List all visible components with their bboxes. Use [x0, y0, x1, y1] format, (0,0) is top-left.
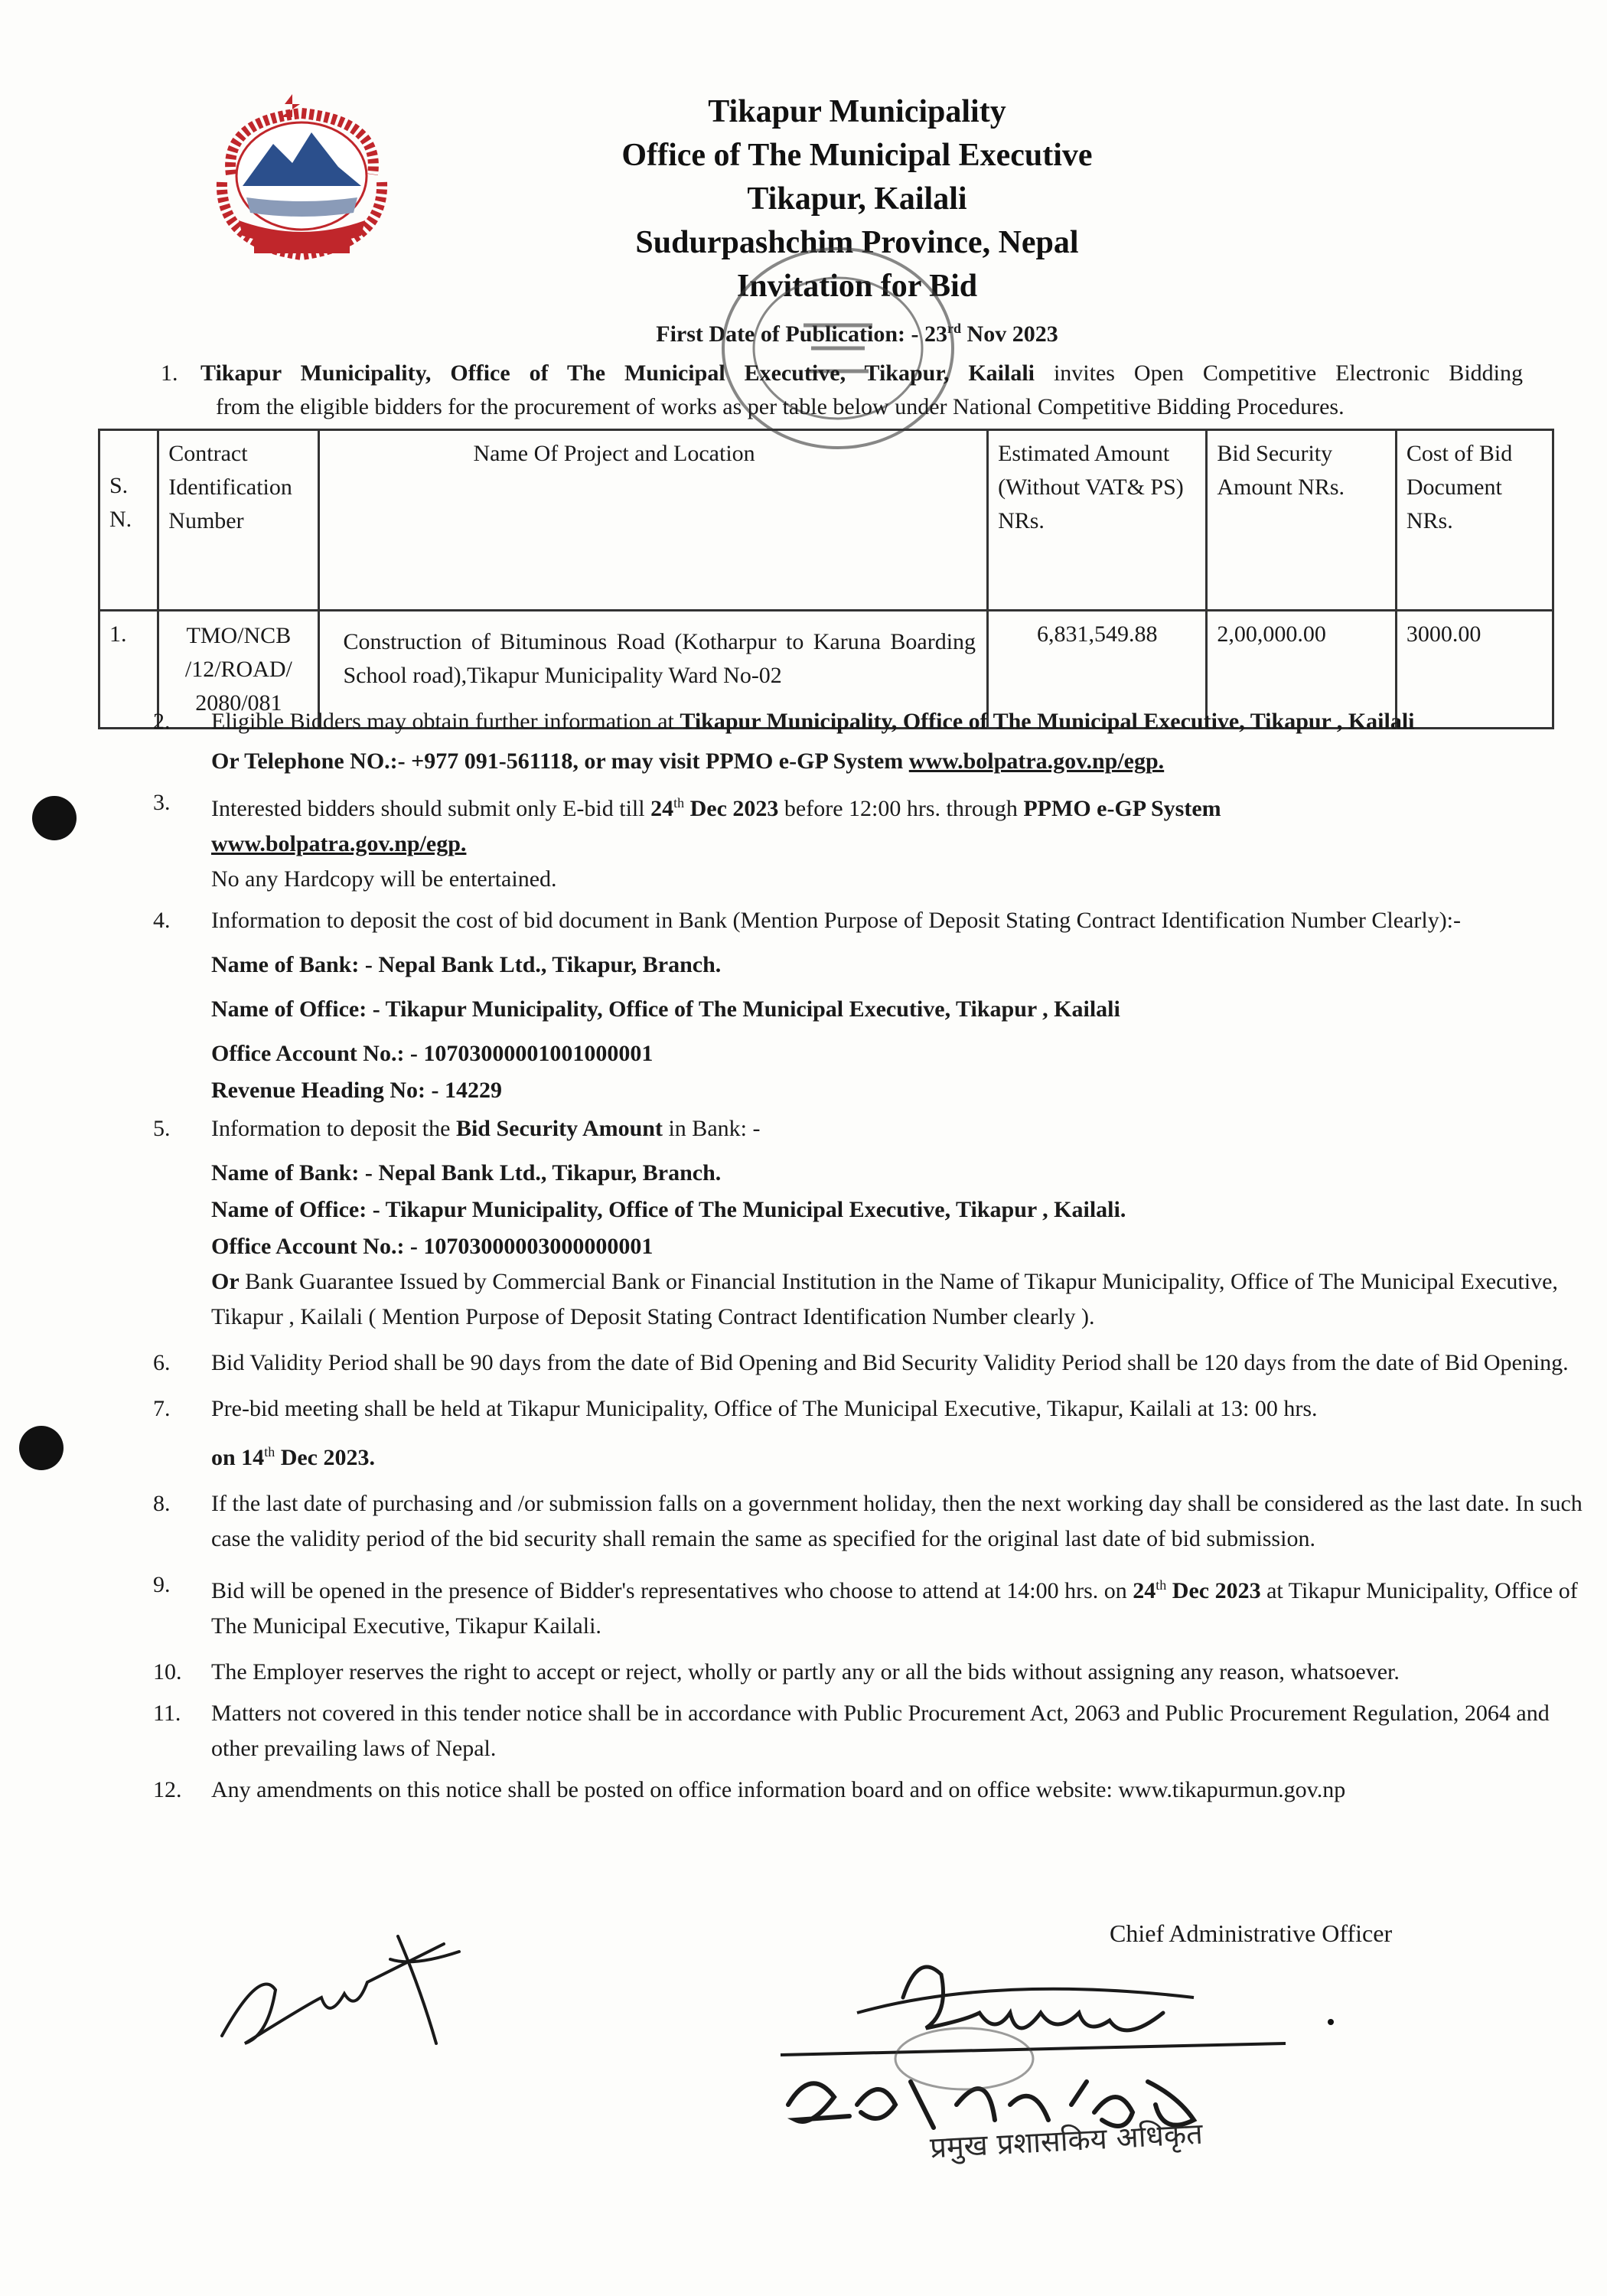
intro-line-1: Tikapur Municipality, Office of The Municipal Executive, Tikapur, Kailali invites Open Competitive Electronic Bidding: [200, 360, 1523, 386]
signatory-title: Chief Administrative Officer: [1110, 1919, 1393, 1947]
publication-date: First Date of Publication: - 23rd Nov 2023: [656, 321, 1058, 347]
item-9: 9. Bid will be opened in the presence of Bidder's representatives who choose to attend at 14:00 hrs. on 24th Dec 2023 at Tikapur Municipality, Office of The Municipal Executive, Tikapur Kailali.: [153, 1572, 1578, 1639]
header-project: Name Of Project and Location: [319, 430, 988, 611]
cell-amount: 6,831,549.88: [988, 611, 1207, 729]
item-4: 4. Information to deposit the cost of bid document in Bank (Mention Purpose of Deposit Stating Contract Identification Number Clearly):-: [153, 908, 1462, 933]
revenue-heading: Revenue Heading No: - 14229: [211, 1078, 502, 1103]
bank-guarantee-note: Or Bank Guarantee Issued by Commercial Bank or Financial Institution in the Name of Tikapur Municipality, Office of The Municipal Executive, Tikapur , Kailali ( Mention Purpose of Deposit Stating Contract Identification Number clearly ).: [211, 1269, 1558, 1329]
item-10: 10. The Employer reserves the right to accept or reject, wholly or partly any or all the bids without assigning any reason, whatsoever.: [153, 1659, 1400, 1684]
item-2: 2. Eligible Bidders may obtain further information at Tikapur Municipality, Office of The Municipal Executive, Tikapur , Kailali Or Telephone NO.:- +977 091-561118, or may visit PPMO e-GP System www.bolpatra.gov.np/egp.: [153, 709, 1415, 774]
notice-items: [153, 704, 1592, 1814]
cell-security: 2,00,000.00: [1207, 611, 1397, 729]
notice-title: Invitation for Bid: [736, 269, 978, 304]
bid-table-header: [99, 430, 1553, 611]
header-security: Bid Security Amount NRs.: [1207, 430, 1397, 611]
cao-signature: [765, 1929, 1301, 2250]
cost-account-no: Office Account No.: - 10703000001001000001: [211, 1041, 654, 1066]
cost-bank-name: Name of Bank: - Nepal Bank Ltd., Tikapur, Branch.: [211, 952, 722, 977]
intro-paragraph: [161, 357, 1523, 424]
signature-dot: [1328, 2019, 1334, 2025]
header-sn: S. N.: [99, 430, 158, 611]
municipality-name: Tikapur Municipality: [708, 94, 1006, 129]
nepal-emblem-logo: [208, 90, 396, 266]
item-7: 7. Pre-bid meeting shall be held at Tikapur Municipality, Office of The Municipal Executive, Tikapur, Kailali at 13: 00 hrs. on 14th Dec 2023.: [153, 1396, 1318, 1470]
egp-link-2[interactable]: www.bolpatra.gov.np/egp.: [211, 831, 467, 856]
cell-cin: TMO/NCB /12/ROAD/ 2080/081: [158, 611, 319, 729]
left-signature: [214, 1921, 474, 2059]
cell-cost: 3000.00: [1396, 611, 1553, 729]
header-cost: Cost of Bid Document NRs.: [1396, 430, 1553, 611]
intro-line-2: from the eligible bidders for the procurement of works as per table below under National Competitive Bidding Procedures.: [216, 394, 1345, 419]
security-bank-name: Name of Bank: - Nepal Bank Ltd., Tikapur, Branch.: [211, 1160, 722, 1186]
punch-hole-bottom: [19, 1426, 64, 1470]
office-location: Tikapur, Kailali: [747, 181, 967, 217]
province-name: Sudurpashchim Province, Nepal: [635, 225, 1079, 260]
punch-hole-top: [32, 796, 77, 840]
item-12: 12. Any amendments on this notice shall be posted on office information board and on office website: www.tikapurmun.gov.np: [153, 1777, 1346, 1802]
header-amount: Estimated Amount (Without VAT& PS) NRs.: [988, 430, 1207, 611]
item-8: 8. If the last date of purchasing and /or submission falls on a government holiday, then the next working day shall be considered as the last date. In such case the validity period of the bid security shall remain the same as specified for the original last date of bid submission.: [153, 1491, 1583, 1551]
bid-table: [98, 429, 1554, 729]
item-3: 3. Interested bidders should submit only E-bid till 24th Dec 2023 before 12:00 hrs. through PPMO e-GP System www.bolpatra.gov.np/egp. No any Hardcopy will be entertained.: [153, 790, 1221, 892]
office-name: Office of The Municipal Executive: [621, 138, 1093, 173]
cell-project: Construction of Bituminous Road (Kotharpur to Karuna Boarding School road),Tikapur Municipality Ward No-02: [319, 611, 988, 729]
item-6: 6. Bid Validity Period shall be 90 days from the date of Bid Opening and Bid Security Validity Period shall be 120 days from the date of Bid Opening.: [153, 1350, 1569, 1375]
intro-number: 1.: [161, 360, 178, 386]
item-5: 5. Information to deposit the Bid Security Amount in Bank: -: [153, 1116, 761, 1141]
cao-stamp-text: प्रमुख प्रशासकिय अधिकृत: [929, 2116, 1204, 2165]
item-11: 11. Matters not covered in this tender notice shall be in accordance with Public Procurement Act, 2063 and Public Procurement Regulation, 2064 and other prevailing laws of Nepal.: [153, 1701, 1550, 1761]
cell-sn: 1.: [99, 611, 158, 729]
security-office-name: Name of Office: - Tikapur Municipality, Office of The Municipal Executive, Tikapur , Kailali.: [211, 1197, 1126, 1222]
header-cin: Contract Identification Number: [158, 430, 319, 611]
egp-link[interactable]: www.bolpatra.gov.np/egp.: [908, 748, 1165, 774]
cost-office-name: Name of Office: - Tikapur Municipality, Office of The Municipal Executive, Tikapur , Kailali: [211, 996, 1120, 1022]
security-account-no: Office Account No.: - 10703000003000000001: [211, 1234, 654, 1259]
